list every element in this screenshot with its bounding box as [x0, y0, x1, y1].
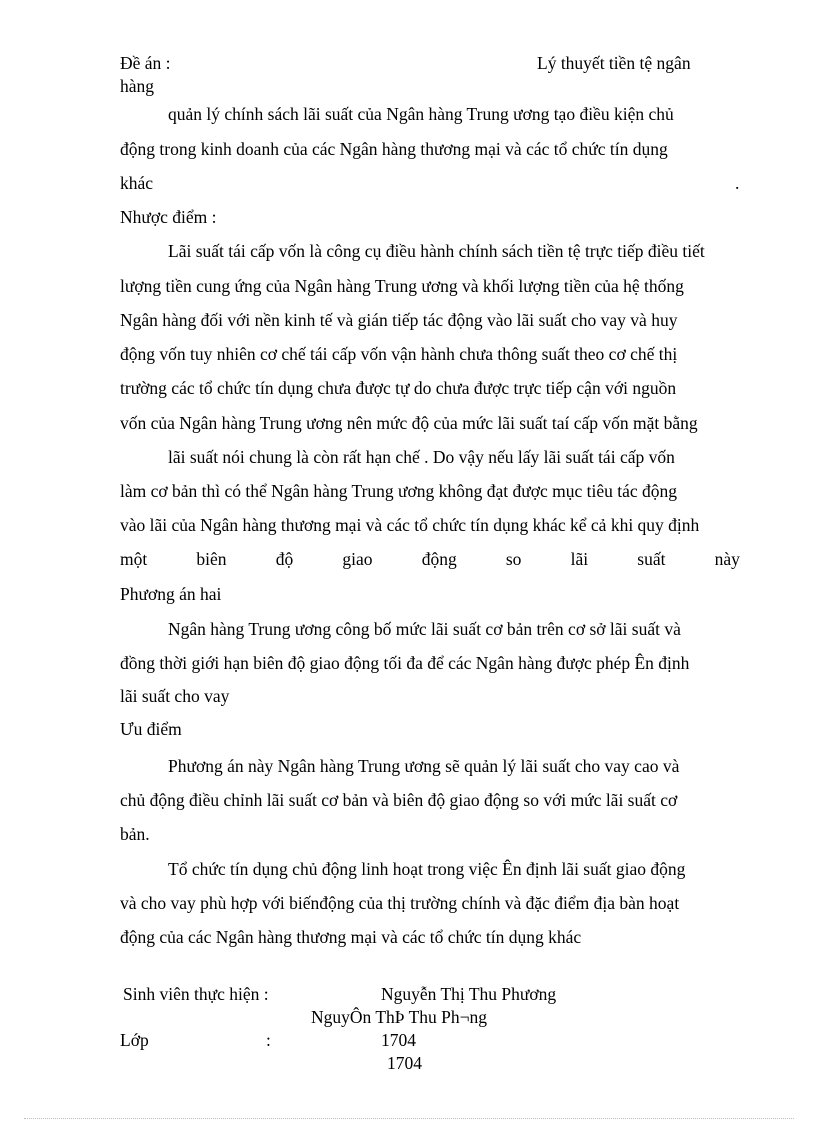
class-colon: : — [266, 1030, 271, 1050]
word: độ — [275, 549, 294, 569]
heading-uu-diem: Ưu điểm — [120, 719, 182, 739]
body-line-1: quản lý chính sách lãi suất của Ngân hàng Trung ương tạo điều kiện chủ — [168, 104, 674, 124]
class-value: 1704 — [381, 1030, 416, 1050]
header-left: Đề án : — [120, 53, 171, 73]
body-line-4: Lãi suất tái cấp vốn là công cụ điều hành chính sách tiền tệ trực tiếp điều tiết — [168, 241, 705, 261]
student-label: Sinh viên thực hiện : — [123, 984, 269, 1004]
class-value-alt: 1704 — [387, 1053, 422, 1073]
body-line-16: lãi suất cho vay — [120, 686, 230, 706]
page-bottom-dotted-rule — [24, 1118, 794, 1119]
body-line-22: động của các Ngân hàng thương mại và các tổ chức tín dụng khác — [120, 927, 582, 947]
word: giao — [342, 549, 373, 569]
body-line-3-end: . — [735, 173, 740, 193]
body-line-5: lượng tiền cung ứng của Ngân hàng Trung ương và khối lượng tiền của hệ thống — [120, 276, 684, 296]
student-name: Nguyễn Thị Thu Phương — [381, 984, 557, 1004]
body-line-19: bản. — [120, 824, 150, 844]
body-line-9: vốn của Ngân hàng Trung ương nên mức độ của mức lãi suất taí cấp vốn mặt bằng — [120, 413, 698, 433]
header-right: Lý thuyết tiền tệ ngân — [537, 53, 691, 73]
body-line-3: khác — [120, 173, 154, 193]
body-line-6: Ngân hàng đối với nền kinh tế và gián tiếp tác động vào lãi suất cho vay và huy — [120, 310, 678, 330]
body-line-20: Tổ chức tín dụng chủ động linh hoạt trong việc Ên định lãi suất giao động — [168, 859, 686, 879]
word: động — [421, 549, 457, 569]
body-line-18: chủ động điều chỉnh lãi suất cơ bản và biên độ giao động so với mức lãi suất cơ — [120, 790, 678, 810]
body-line-21: và cho vay phù hợp với biếnđộng của thị trường chính và đặc điểm địa bàn hoạt — [120, 893, 680, 913]
body-line-12: vào lãi của Ngân hàng thương mại và các tổ chức tín dụng khác kể cả khi quy định — [120, 515, 700, 535]
word: biên — [196, 549, 227, 569]
class-label: Lớp — [120, 1030, 149, 1050]
word: so — [505, 549, 522, 569]
body-line-13-justified — [120, 549, 740, 573]
body-line-7: động vốn tuy nhiên cơ chế tái cấp vốn vận hành chưa thông suất theo cơ chế thị — [120, 344, 678, 364]
body-line-17: Phương án này Ngân hàng Trung ương sẽ quản lý lãi suất cho vay cao và — [168, 756, 680, 776]
word: một — [120, 549, 148, 569]
body-line-14: Ngân hàng Trung ương công bố mức lãi suất cơ bản trên cơ sở lãi suất và — [168, 619, 681, 639]
word: suất — [637, 549, 666, 569]
body-line-10: lãi suất nói chung là còn rất hạn chế . Do vậy nếu lấy lãi suất tái cấp vốn — [168, 447, 675, 467]
heading-phuong-an-hai: Phương án hai — [120, 584, 222, 604]
body-line-8: trường các tổ chức tín dụng chưa được tự do chưa được trực tiếp cận với nguồn — [120, 378, 677, 398]
word: này — [714, 549, 740, 569]
body-line-15: đồng thời giới hạn biên độ giao động tối đa để các Ngân hàng được phép Ên định — [120, 653, 690, 673]
body-line-11: làm cơ bản thì có thể Ngân hàng Trung ương không đạt được mục tiêu tác động — [120, 481, 678, 501]
header-wrap: hàng — [120, 76, 155, 96]
student-name-alt: NguyÔn ThÞ Thu Ph¬ng — [311, 1007, 487, 1027]
body-line-2: động trong kinh doanh của các Ngân hàng thương mại và các tổ chức tín dụng — [120, 139, 668, 159]
word: lãi — [570, 549, 589, 569]
heading-nhuoc-diem: Nhược điểm : — [120, 207, 217, 227]
